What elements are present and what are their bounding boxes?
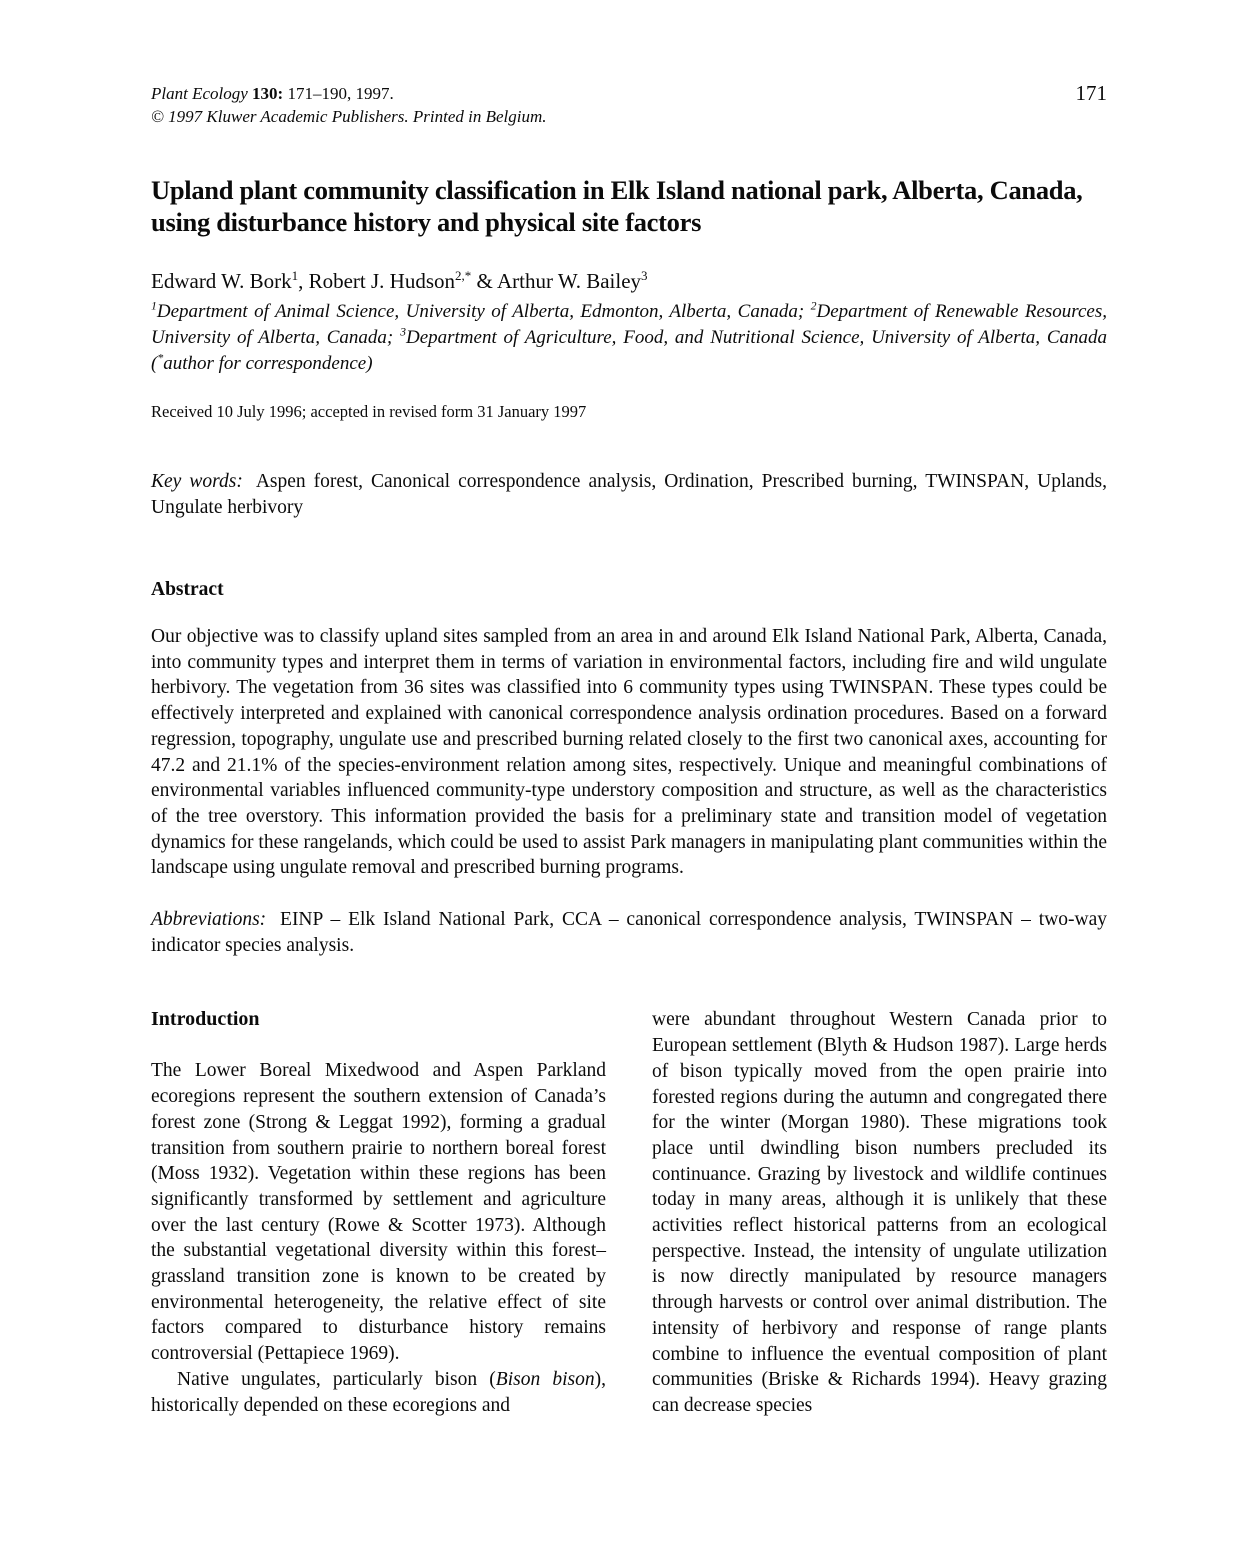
journal-header	[151, 82, 1107, 128]
journal-volume: 130:	[252, 84, 284, 103]
journal-citation-block	[151, 82, 547, 128]
affiliation-mark: 3	[400, 325, 406, 339]
left-column	[151, 1007, 606, 1418]
abbreviations-label: Abbreviations:	[151, 909, 267, 931]
right-column	[652, 1007, 1107, 1418]
journal-name: Plant Ecology	[151, 84, 248, 103]
author-name: , Robert J. Hudson	[298, 269, 456, 293]
abbreviations-block	[151, 907, 1107, 958]
page-number: 171	[1075, 81, 1107, 105]
keywords-text: Aspen forest, Canonical correspondence analysis, Ordination, Prescribed burning, TWINSPAN, Uplands, Ungulate herbivory	[151, 471, 1107, 518]
paper-title: Upland plant community classification in Elk Island national park, Alberta, Canada, using disturbance history and physical site factors	[151, 175, 1083, 237]
species-latin-name: Bison bison	[495, 1368, 595, 1390]
affiliation-text: Department of Agriculture, Food, and Nutritional Science, University of Alberta, Canada (	[151, 327, 1107, 374]
affiliation-text: Department of Renewable Resources, University of Alberta, Canada;	[151, 301, 1108, 348]
author-affiliation-mark: 1	[291, 268, 299, 283]
keywords-block	[151, 469, 1107, 521]
paragraph-text: ), historically depended on these ecoregions and	[151, 1368, 606, 1416]
received-line: Received 10 July 1996; accepted in revised form 31 January 1997	[151, 402, 587, 421]
abstract-heading: Abstract	[151, 579, 224, 600]
abbreviations-text: EINP – Elk Island National Park, CCA – canonical correspondence analysis, TWINSPAN – two-way indicator species analysis.	[151, 909, 1108, 956]
introduction-heading: Introduction	[151, 1008, 260, 1031]
correspondence-mark: *	[157, 351, 164, 365]
author-name: & Arthur W. Bailey	[471, 269, 642, 293]
page-content	[151, 82, 1107, 1419]
introduction-paragraph: were abundant throughout Western Canada prior to European settlement (Blyth & Hudson 1987). Large herds of bison typically moved from the open prairie into forested regions during the autumn and congregated there for the winter (Morgan 1980). These migrations took place until dwindling bison numbers precluded its continuance. Grazing by livestock and wildlife continues today in many areas, although it is unlikely that these activities reflect historical patterns from an ecological perspective. Instead, the intensity of ungulate utilization is now directly manipulated by resource managers through harvests or control over animal distribution. The intensity of herbivory and response of range plants combine to influence the eventual composition of plant communities (Briske & Richards 1994). Heavy grazing can decrease species	[652, 1009, 1107, 1416]
introduction-paragraph: The Lower Boreal Mixedwood and Aspen Parkland ecoregions represent the southern extension of Canada’s forest zone (Strong & Leggat 1992), forming a gradual transition from southern prairie to northern boreal forest (Moss 1932). Vegetation within these regions has been significantly transformed by settlement and agriculture over the last century (Rowe & Scotter 1973). Although the substantial vegetational diversity within this forest–grassland transition zone is known to be created by environmental heterogeneity, the relative effect of site factors compared to disturbance history remains controversial (Pettapiece 1969).	[151, 1060, 606, 1365]
affiliation-mark: 1	[151, 299, 157, 313]
journal-citation-line	[151, 82, 547, 105]
author-affiliation-mark: 2,*	[455, 268, 472, 283]
introduction-paragraph	[151, 1367, 606, 1418]
author-line	[151, 268, 1107, 295]
abstract-text: Our objective was to classify upland sites sampled from an area in and around Elk Island National Park, Alberta, Canada, into community types and interpret them in terms of variation in environmental factors, including fire and wild ungulate herbivory. The vegetation from 36 sites was classified into 6 community types using TWINSPAN. These types could be effectively interpreted and explained with canonical correspondence analysis ordination procedures. Based on a forward regression, topography, ungulate use and prescribed burning related closely to the first two canonical axes, accounting for 47.2 and 21.1% of the species-environment relation among sites, respectively. Unique and meaningful combinations of environmental variables influenced community-type understory composition and structure, as well as the characteristics of the tree overstory. This information provided the basis for a preliminary state and transition model of vegetation dynamics for these rangelands, which could be used to assist Park managers in manipulating plant communities within the landscape using ungulate removal and prescribed burning programs.	[151, 626, 1107, 879]
correspondence-note: author for correspondence)	[163, 353, 373, 374]
author-affiliation-mark: 3	[641, 268, 648, 283]
keywords-label: Key words:	[151, 471, 243, 492]
affiliation-text: Department of Animal Science, University of Alberta, Edmonton, Alberta, Canada;	[156, 301, 811, 322]
copyright-line: © 1997 Kluwer Academic Publishers. Printed in Belgium.	[151, 107, 547, 126]
paragraph-text: Native ungulates, particularly bison (	[177, 1368, 496, 1390]
affiliation-mark: 2	[810, 299, 817, 313]
author-name: Edward W. Bork	[151, 269, 292, 293]
journal-pages: 171–190, 1997.	[287, 84, 394, 103]
two-column-section	[151, 1007, 1107, 1418]
affiliations	[151, 299, 1107, 377]
